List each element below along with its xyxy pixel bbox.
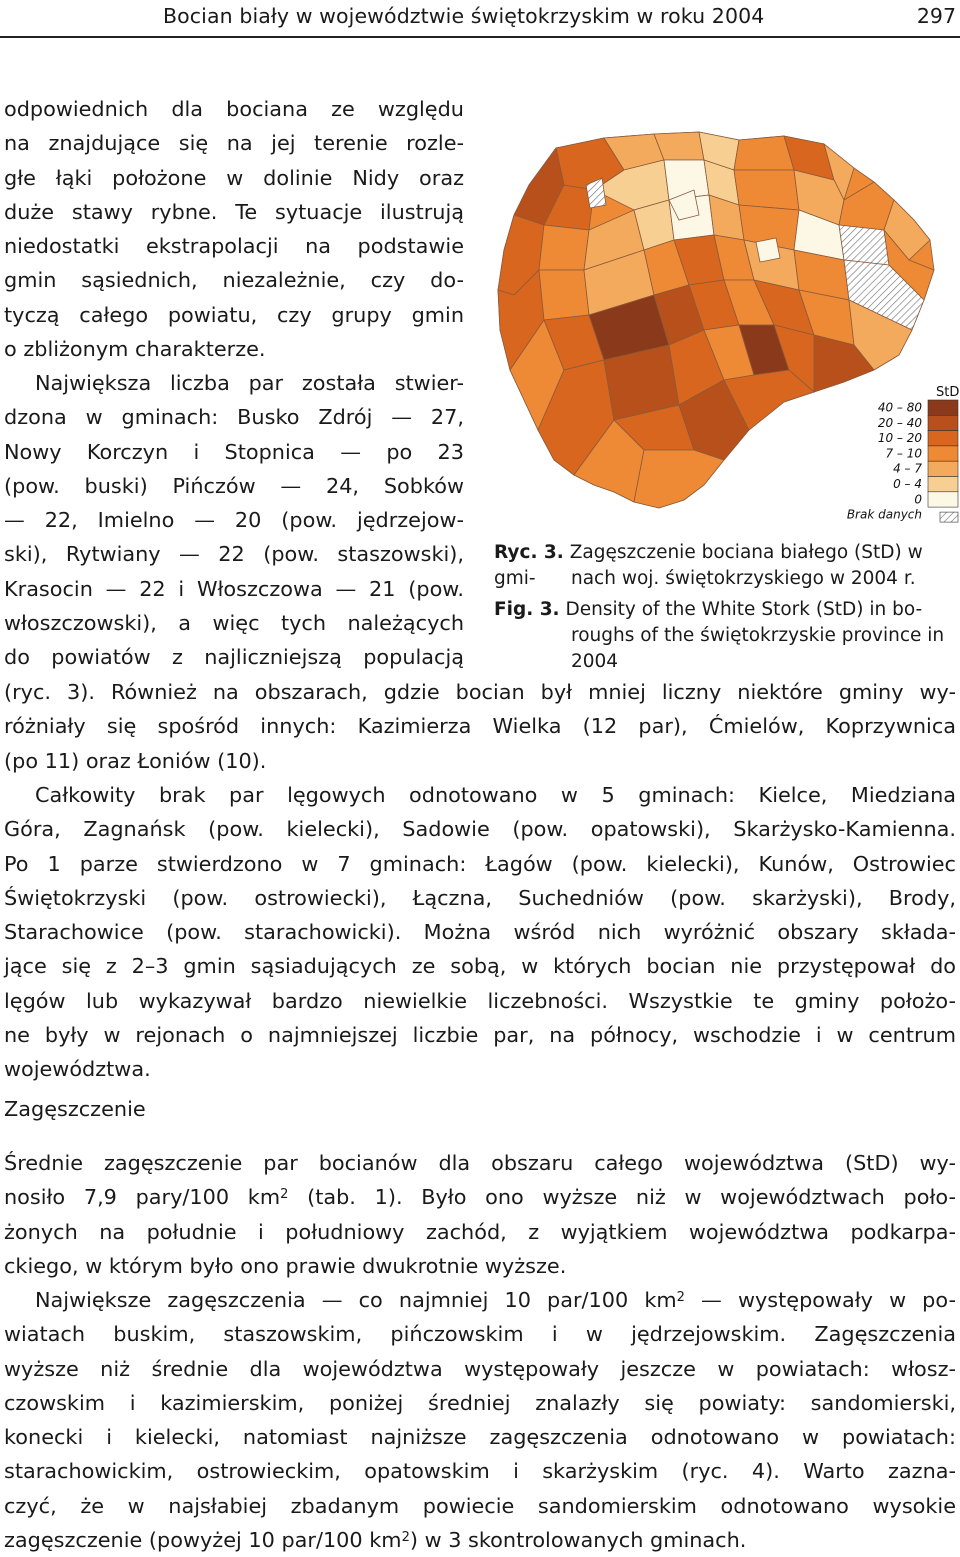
legend-label: 0 – 4 bbox=[893, 477, 922, 491]
text-line: konecki i kielecki, natomiast najniższe zagęszczenia odnotowano w powiatach: bbox=[4, 1425, 956, 1450]
legend-label: 20 – 40 bbox=[877, 415, 922, 430]
legend-swatch bbox=[928, 446, 958, 461]
text-line: starachowickim, ostrowieckim, opatowskim i skarżyskim (ryc. 4). Warto zazna- bbox=[4, 1459, 956, 1484]
text-line: Po 1 parze stwierdzono w 7 gminach: Łagów (pow. kielecki), Kunów, Ostrowiec bbox=[4, 851, 956, 876]
legend-label: 4 – 7 bbox=[893, 461, 922, 476]
legend-swatch bbox=[928, 400, 958, 415]
text-line: Nowy Korczyn i Stopnica — po 23 bbox=[4, 439, 464, 464]
density-map bbox=[494, 130, 960, 550]
text-line: wyższe niż średnie dla województwa występowały jeszcze w powiatach: włosz- bbox=[4, 1356, 956, 1381]
text-line: Największa liczba par została stwier- bbox=[35, 371, 464, 395]
text-line: odpowiednich dla bociana ze względu bbox=[4, 97, 464, 121]
text-line: dzona w gminach: Busko Zdrój — 27, bbox=[4, 405, 464, 430]
text-line: (ryc. 3). Również na obszarach, gdzie bocian był mniej liczny niektóre gminy wy- bbox=[4, 680, 956, 704]
text-line: o zbliżonym charakterze. bbox=[4, 337, 266, 362]
legend-swatch bbox=[928, 492, 958, 507]
text-line: Starachowice (pow. starachowicki). Można wśród nich wyróżnić obszary składa- bbox=[4, 920, 956, 945]
section-heading: Zagęszczenie bbox=[4, 1097, 146, 1121]
text-line: Krasocin — 22 i Włoszczowa — 21 (pow. bbox=[4, 576, 464, 601]
text-line: głe łąki położone w dolinie Nidy oraz bbox=[4, 165, 464, 190]
caption-pl-label: Ryc. 3. bbox=[494, 542, 564, 563]
legend-label: 0 bbox=[914, 492, 922, 507]
legend-swatch bbox=[928, 415, 958, 430]
map-legend bbox=[847, 385, 960, 522]
paragraph-3 bbox=[4, 778, 956, 1087]
page-header bbox=[0, 0, 960, 38]
caption-english bbox=[494, 597, 922, 623]
legend-label: 40 – 80 bbox=[877, 400, 922, 415]
text-line: gmin sąsiednich, niezależnie, czy do- bbox=[4, 268, 464, 293]
text-line: czowskim i kazimierskim, poniżej średniej znalazły się powiaty: sandomierski, bbox=[4, 1390, 956, 1415]
text-line: ne były w rejonach o najmniejszej liczbie par, na północy, wschodzie i w centrum bbox=[4, 1023, 956, 1048]
text-line: ski), Rytwiany — 22 (pow. staszowski), bbox=[4, 542, 464, 567]
text-line: żonych na południe i południowy zachód, z wyjątkiem województwa podkarpa- bbox=[4, 1219, 956, 1244]
province-map bbox=[498, 132, 934, 508]
paragraph-2 bbox=[4, 366, 464, 675]
caption-en-cont: roughs of the świętokrzyskie province in 2004 bbox=[571, 625, 945, 672]
header-rule bbox=[0, 36, 960, 38]
legend-label: 10 – 20 bbox=[877, 431, 922, 446]
text-line: zagęszczenie (powyżej 10 par/100 $km^2$) w 3 skontrolowanych gminach. bbox=[4, 1528, 747, 1553]
paragraph-1 bbox=[4, 92, 464, 366]
running-title: Bocian biały w województwie świętokrzyskim w roku 2004 bbox=[163, 4, 765, 28]
legend-title: StD bbox=[936, 385, 960, 400]
text-line: — 22, Imielno — 20 (pow. jędrzejow- bbox=[4, 508, 464, 533]
caption-pl-line1: Zagęszczenie bociana białego (StD) w gmi- bbox=[494, 542, 923, 589]
text-line: na znajdujące się na jej terenie rozle- bbox=[4, 131, 464, 156]
text-line: (po 11) oraz Łoniów (10). bbox=[4, 748, 267, 773]
legend-swatch bbox=[928, 431, 958, 446]
text-line: Świętokrzyski (pow. ostrowiecki), Łączna, Suchedniów (pow. skarżyski), Brody, bbox=[4, 885, 956, 910]
text-line: czyć, że w najsłabiej zbadanym powiecie sandomierskim odnotowano wysokie bbox=[4, 1493, 956, 1518]
text-line: Całkowity brak par lęgowych odnotowano w 5 gminach: Kielce, Miedziana bbox=[35, 783, 956, 807]
text-line: włoszczowski), a więc tych należących bbox=[4, 611, 464, 636]
text-line: nosiło 7,9 pary/100 $km^2$ (tab. 1). Było ono wyższe niż w województwach poło- bbox=[4, 1185, 956, 1210]
text-line: lęgów lub wykazywał bardzo niewielkie liczebności. Wszystkie te gminy położo- bbox=[4, 988, 956, 1013]
text-line: Średnie zagęszczenie par bocianów dla obszaru całego województwa (StD) wy- bbox=[4, 1151, 956, 1175]
legend-label: 7 – 10 bbox=[885, 446, 922, 461]
text-line: niedostatki ekstrapolacji na podstawie bbox=[4, 234, 464, 259]
page-number: 297 bbox=[916, 4, 956, 28]
legend-label: Brak danych bbox=[846, 507, 922, 522]
paragraph-2-cont bbox=[4, 675, 956, 778]
text-line: (pow. buski) Pińczów — 24, Sobków bbox=[4, 473, 464, 498]
text-line: Największe zagęszczenia — co najmniej 10 par/100 $km^2$ — występowały w po- bbox=[35, 1288, 956, 1312]
text-line: do powiatów z najliczniejszą populacją bbox=[4, 645, 464, 670]
text-line: ckiego, w którym było ono prawie dwukrotnie wyższe. bbox=[4, 1253, 567, 1278]
legend-swatch bbox=[928, 477, 958, 492]
caption-pl-cont: nach woj. świętokrzyskiego w 2004 r. bbox=[571, 568, 916, 589]
caption-en-line1: Density of the White Stork (StD) in bo- bbox=[565, 599, 923, 620]
text-line: różniały się spośród innych: Kazimierza Wielka (12 par), Ćmielów, Koprzywnica bbox=[4, 714, 956, 739]
text-line: tyczą całego powiatu, czy grupy gmin bbox=[4, 302, 464, 327]
text-line: jące się z 2–3 gmin sąsiadujących ze sobą, w których bocian nie przystępował do bbox=[4, 954, 956, 979]
text-line: Góra, Zagnańsk (pow. kielecki), Sadowie (pow. opatowski), Skarżysko-Kamienna. bbox=[4, 817, 956, 842]
paragraph-4 bbox=[4, 1146, 956, 1283]
legend-swatch bbox=[940, 512, 958, 522]
text-line: województwa. bbox=[4, 1057, 151, 1082]
caption-en-label: Fig. 3. bbox=[494, 599, 560, 620]
paragraph-5 bbox=[4, 1283, 956, 1557]
text-line: wiatach buskim, staszowskim, pińczowskim i w jędrzejowskim. Zagęszczenia bbox=[4, 1322, 956, 1347]
legend-swatch bbox=[928, 461, 958, 476]
text-line: duże stawy rybne. Te sytuacje ilustrują bbox=[4, 199, 464, 224]
